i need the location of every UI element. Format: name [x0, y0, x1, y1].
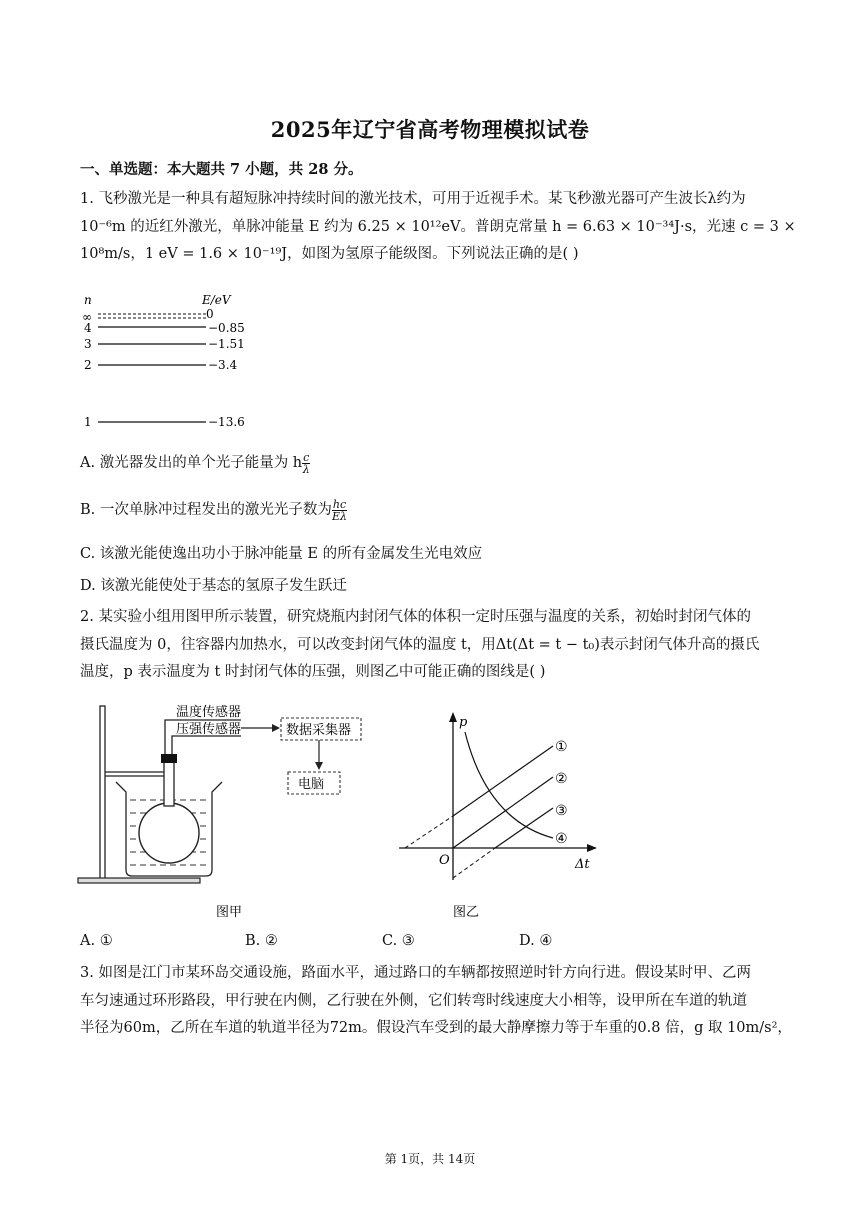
option-b-fraction: $\frac{hc}{E\lambda}$ — [331, 497, 347, 523]
level-inf-n: ∞ — [82, 310, 92, 324]
pressure-sensor-label: 压强传感器 — [176, 722, 242, 737]
figure-jia-caption: 图甲 — [216, 905, 243, 920]
level-4-n: 4 — [84, 321, 92, 335]
page-title: 2025年辽宁省高考物理模拟试卷 — [270, 117, 590, 142]
figure-jia-apparatus — [76, 700, 376, 925]
figure-yi-caption: 图乙 — [453, 905, 480, 920]
question-2-option-d[interactable]: D. ④ — [519, 933, 553, 949]
figure-yi-graph — [395, 712, 605, 927]
t-axis-label: Δt — [575, 857, 590, 872]
option-a-text: A. 激光器发出的单个光子能量为 h — [80, 455, 303, 471]
question-2-line-3: 温度，p 表示温度为 t 时封闭气体的压强，则图乙中可能正确的图线是( ) — [80, 664, 546, 680]
question-2-option-b[interactable]: B. ② — [245, 933, 278, 949]
question-1-option-a[interactable] — [80, 451, 310, 475]
question-1-line-3: 10⁸m/s，1 eV = 1.6 × 10⁻¹⁹J，如图为氢原子能级图。下列说法正确的是( ) — [80, 246, 579, 262]
p-axis-label: p — [459, 715, 468, 730]
question-3-line-3: 半径为60m，乙所在车道的轨道半径为72m。假设汽车受到的最大静摩擦力等于车重的0.8 倍，g 取 10m/s²， — [80, 1020, 792, 1036]
energy-level-diagram — [78, 292, 268, 432]
question-3-stem — [80, 960, 792, 1043]
question-2-options — [80, 933, 800, 955]
question-1-stem — [80, 186, 796, 269]
question-1-line-2: 10⁻⁶m 的近红外激光，单脉冲能量 E 约为 6.25 × 10¹²eV。普朗克常量 h = 6.63 × 10⁻³⁴J·s，光速 c = 3 × — [80, 218, 796, 235]
temp-sensor-label: 温度传感器 — [176, 705, 242, 720]
section-heading: 一、单选题：本大题共 7 小题，共 28 分。 — [80, 161, 363, 178]
line-1-label: ① — [555, 739, 568, 755]
level-4-e: −0.85 — [208, 321, 245, 335]
line-2-label: ② — [555, 771, 568, 787]
level-3-n: 3 — [84, 337, 92, 351]
level-1-n: 1 — [84, 415, 92, 429]
level-2-n: 2 — [84, 358, 92, 372]
diagram-n-label: n — [84, 293, 92, 307]
question-1-line-1: 1. 飞秒激光是一种具有超短脉冲持续时间的激光技术，可用于近视手术。某飞秒激光器可产生波长λ约为 — [80, 191, 746, 207]
level-3-e: −1.51 — [208, 337, 245, 351]
level-2-e: −3.4 — [208, 358, 238, 372]
question-2-stem — [80, 604, 792, 687]
question-2-line-1: 2. 某实验小组用图甲所示装置，研究烧瓶内封闭气体的体积一定时压强与温度的关系，初始时封闭气体的 — [80, 609, 751, 625]
level-inf-e: 0 — [206, 307, 214, 321]
computer-label: 电脑 — [298, 777, 325, 792]
question-1-option-b[interactable] — [80, 498, 347, 522]
diagram-e-label: E/eV — [202, 293, 231, 307]
page-footer: 第 1页，共 14页 — [384, 1152, 476, 1166]
question-2-option-c[interactable]: C. ③ — [382, 933, 415, 949]
question-1-option-d[interactable]: D. 该激光能使处于基态的氢原子发生跃迁 — [80, 578, 347, 594]
line-4-label: ④ — [555, 831, 568, 847]
question-3-line-2: 车匀速通过环形路段，甲行驶在内侧，乙行驶在外侧，它们转弯时线速度大小相等，设甲所在车道的轨道 — [80, 992, 747, 1009]
collector-label: 数据采集器 — [286, 723, 352, 738]
question-3-line-1: 3. 如图是江门市某环岛交通设施，路面水平，通过路口的车辆都按照逆时针方向行进。假设某时甲、乙两 — [80, 965, 751, 981]
line-3-label: ③ — [555, 803, 568, 819]
origin-label: O — [439, 853, 450, 868]
question-1-option-c[interactable]: C. 该激光能使逸出功小于脉冲能量 E 的所有金属发生光电效应 — [80, 546, 483, 562]
question-2-option-a[interactable]: A. ① — [80, 933, 113, 949]
question-2-line-2: 摄氏温度为 0，往容器内加热水，可以改变封闭气体的温度 t，用Δt(Δt = t − t₀)表示封闭气体升高的摄氏 — [80, 636, 760, 653]
option-a-fraction: $\frac{c}{\lambda}$ — [302, 450, 310, 476]
option-b-text: B. 一次单脉冲过程发出的激光光子数为 — [80, 502, 332, 518]
level-1-e: −13.6 — [208, 415, 245, 429]
